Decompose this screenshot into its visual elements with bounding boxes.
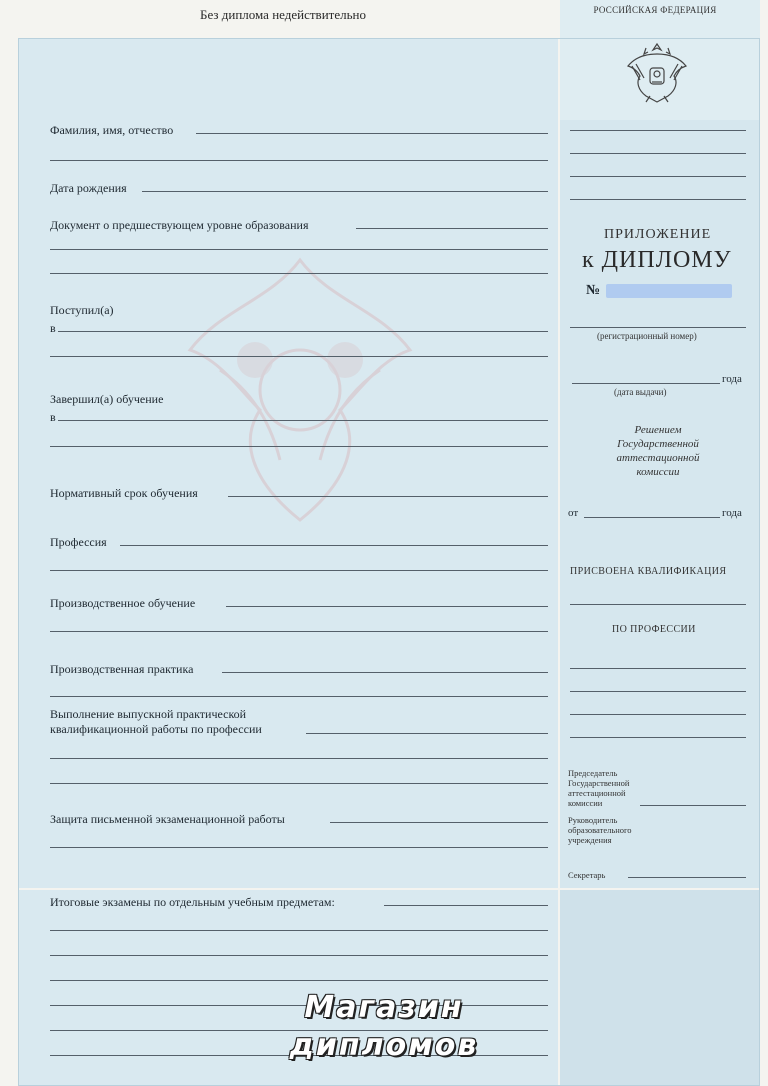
decision-year-word: года: [722, 507, 742, 519]
profession-label: Профессия: [50, 535, 107, 549]
diploma-number-redacted: [606, 284, 732, 298]
final-exams-label: Итоговые экзамены по отдельным учебным предметам:: [50, 895, 335, 909]
russian-coat-of-arms-icon: [622, 36, 692, 106]
final-exams-line-2[interactable]: [50, 930, 548, 931]
thesis-line-2[interactable]: [50, 758, 548, 759]
completed-label: Завершил(а) обучение: [50, 392, 164, 406]
profession-name-line-4[interactable]: [570, 737, 746, 738]
production-practice-label: Производственная практика: [50, 662, 194, 676]
watermark-emblem-icon: [160, 240, 440, 540]
decision-date-line[interactable]: [584, 517, 720, 518]
number-sign: №: [586, 283, 601, 298]
previous-education-doc-line[interactable]: [356, 228, 548, 229]
written-exam-defense-line-2[interactable]: [50, 847, 548, 848]
enrolled-in-label: в: [50, 321, 56, 335]
appendix-title: ПРИЛОЖЕНИЕ: [604, 227, 712, 242]
completed-in-label: в: [50, 410, 56, 424]
issue-year-word: года: [722, 373, 742, 385]
reg-number-caption: (регистрационный номер): [597, 331, 697, 341]
final-exams-line[interactable]: [384, 905, 548, 906]
full-name-line[interactable]: [196, 133, 548, 134]
production-training-line[interactable]: [226, 606, 548, 607]
head-label-line-2: образовательного: [568, 825, 632, 835]
profession-name-line-3[interactable]: [570, 714, 746, 715]
head-label-line-3: учреждения: [568, 835, 612, 845]
secretary-label: Секретарь: [568, 870, 606, 880]
chairman-label-line-1: Председатель: [568, 768, 618, 778]
right-top-line-2[interactable]: [570, 153, 746, 154]
profession-line-2[interactable]: [50, 570, 548, 571]
decision-line-2: Государственной: [617, 438, 699, 450]
profession-name-line-1[interactable]: [570, 668, 746, 669]
decision-line-4: комиссии: [636, 466, 680, 478]
qualification-awarded-label: ПРИСВОЕНА КВАЛИФИКАЦИЯ: [570, 566, 727, 577]
shop-watermark-line-2: дипломов: [289, 1028, 479, 1063]
birth-date-label: Дата рождения: [50, 181, 127, 195]
issue-date-caption: (дата выдачи): [614, 387, 667, 397]
right-top-line-4[interactable]: [570, 199, 746, 200]
head-label-line-1: Руководитель: [568, 815, 618, 825]
previous-education-doc-line-2[interactable]: [50, 249, 548, 250]
issue-date-line[interactable]: [572, 383, 720, 384]
written-exam-defense-line[interactable]: [330, 822, 548, 823]
production-practice-line-2[interactable]: [50, 696, 548, 697]
completed-line-2[interactable]: [50, 446, 548, 447]
to-diploma-title: к ДИПЛОМУ: [582, 247, 732, 273]
previous-education-doc-label: Документ о предшествующем уровне образования: [50, 218, 309, 232]
profession-name-line-2[interactable]: [570, 691, 746, 692]
profession-line[interactable]: [120, 545, 548, 546]
right-top-line-3[interactable]: [570, 176, 746, 177]
reg-number-line[interactable]: [570, 327, 746, 328]
chairman-signature-line[interactable]: [640, 805, 746, 806]
chairman-label-line-4: комиссии: [568, 798, 603, 808]
written-exam-defense-label: Защита письменной экзаменационной работы: [50, 812, 285, 826]
from-word: от: [568, 507, 579, 519]
production-practice-line[interactable]: [222, 672, 548, 673]
chairman-label-line-2: Государственной: [568, 778, 630, 788]
full-name-label: Фамилия, имя, отчество: [50, 123, 174, 137]
thesis-label-line1: Выполнение выпускной практической: [50, 707, 247, 721]
normative-term-line[interactable]: [228, 496, 548, 497]
full-name-line-2[interactable]: [50, 160, 548, 161]
decision-line-1: Решением: [634, 424, 682, 436]
final-exams-line-3[interactable]: [50, 955, 548, 956]
thesis-line-3[interactable]: [50, 783, 548, 784]
shop-watermark-line-1: Магазин: [304, 990, 464, 1025]
enrolled-label: Поступил(а): [50, 303, 114, 317]
thesis-line[interactable]: [306, 733, 548, 734]
normative-term-label: Нормативный срок обучения: [50, 486, 198, 500]
enrolled-line-2[interactable]: [50, 356, 548, 357]
production-training-label: Производственное обучение: [50, 596, 196, 610]
previous-education-doc-line-3[interactable]: [50, 273, 548, 274]
production-training-line-2[interactable]: [50, 631, 548, 632]
secretary-signature-line[interactable]: [628, 877, 746, 878]
right-top-line-1[interactable]: [570, 130, 746, 131]
country-name: РОССИЙСКАЯ ФЕДЕРАЦИЯ: [593, 5, 717, 15]
qualification-line[interactable]: [570, 604, 746, 605]
completed-line[interactable]: [58, 420, 548, 421]
chairman-label-line-3: аттестационной: [568, 788, 626, 798]
birth-date-line[interactable]: [142, 191, 548, 192]
by-profession-label: ПО ПРОФЕССИИ: [612, 624, 696, 635]
thesis-label-line2: квалификационной работы по профессии: [50, 722, 262, 736]
enrolled-line[interactable]: [58, 331, 548, 332]
decision-line-3: аттестационной: [616, 452, 700, 464]
final-exams-line-4[interactable]: [50, 980, 548, 981]
validity-note: Без диплома недействительно: [200, 7, 366, 22]
